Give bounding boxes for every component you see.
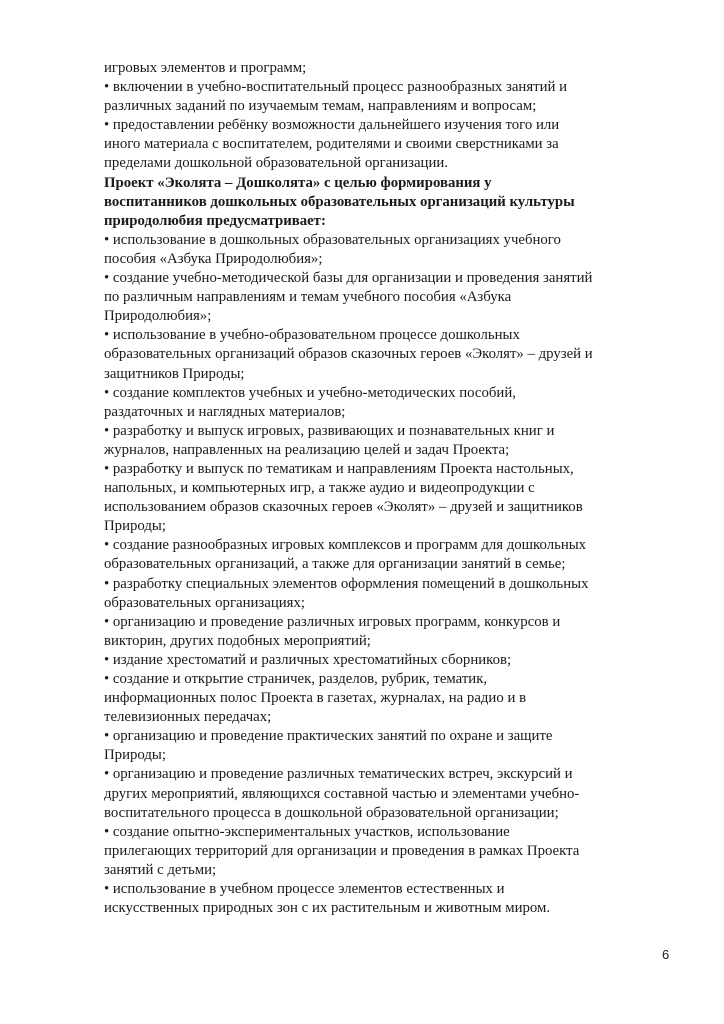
text-line: телевизионных передачах; <box>104 709 272 726</box>
text-line: • предоставлении ребёнку возможности дальнейшего изучения того или <box>104 117 560 134</box>
text-line: • включении в учебно-воспитательный процесс разнообразных занятий и <box>104 79 568 96</box>
text-line: пособия «Азбука Природолюбия»; <box>104 250 323 267</box>
text-line: • создание разнообразных игровых комплексов и программ для дошкольных <box>104 537 587 554</box>
text-line: • создание комплектов учебных и учебно-методических пособий, <box>104 384 516 401</box>
text-line: напольных, и компьютерных игр, а также аудио и видеопродукции с <box>104 480 535 497</box>
text-line: прилегающих территорий для организации и проведения в рамках Проекта <box>104 842 580 859</box>
document-body <box>104 59 684 918</box>
text-line: занятий с детьми; <box>104 861 217 878</box>
text-line: • издание хрестоматий и различных хрестоматийных сборников; <box>104 651 512 668</box>
text-line: искусственных природных зон с их растительным и животным миром. <box>104 900 551 917</box>
text-line: других мероприятий, являющихся составной частью и элементами учебно- <box>104 785 580 802</box>
section-heading-line: природолюбия предусматривает: <box>104 212 326 229</box>
section-heading-line: воспитанников дошкольных образовательных организаций культуры <box>104 193 575 210</box>
text-line: • использование в учебно-образовательном процессе дошкольных <box>104 327 520 344</box>
text-line: различных заданий по изучаемым темам, направлениям и вопросам; <box>104 98 537 115</box>
text-line: образовательных организаций, а также для организации занятий в семье; <box>104 556 566 573</box>
text-line: раздаточных и наглядных материалов; <box>104 403 346 420</box>
text-line: Природы; <box>104 747 166 764</box>
section-heading-line: Проект «Эколята – Дошколята» с целью формирования у <box>104 174 492 191</box>
text-line: Природолюбия»; <box>104 308 212 325</box>
text-line: пределами дошкольной образовательной организации. <box>104 155 449 172</box>
text-line: образовательных организациях; <box>104 594 305 611</box>
text-line: • использование в учебном процессе элементов естественных и <box>104 881 505 898</box>
text-line: Природы; <box>104 518 166 535</box>
text-line: • организацию и проведение различных тематических встреч, экскурсий и <box>104 766 573 783</box>
text-line: журналов, направленных на реализацию целей и задач Проекта; <box>104 441 510 458</box>
text-line: • использование в дошкольных образовательных организациях учебного <box>104 231 561 248</box>
text-line: • разработку и выпуск по тематикам и направлениям Проекта настольных, <box>104 460 574 477</box>
page-number: 6 <box>662 947 670 962</box>
text-line: • создание опытно-экспериментальных участков, использование <box>104 823 510 840</box>
text-line: защитников Природы; <box>104 365 245 382</box>
text-line: • создание и открытие страничек, разделов, рубрик, тематик, <box>104 671 488 687</box>
text-line: • создание учебно-методической базы для организации и проведения занятий <box>104 270 593 287</box>
text-line: использованием образов сказочных героев «Эколят» – друзей и защитников <box>104 499 583 516</box>
text-line: по различным направлениям и темам учебного пособия «Азбука <box>104 289 512 306</box>
text-line: игровых элементов и программ; <box>104 60 307 76</box>
text-line: образовательных организаций образов сказочных героев «Эколят» – друзей и <box>104 346 593 363</box>
text-line: • организацию и проведение практических занятий по охране и защите <box>104 728 553 745</box>
text-line: информационных полос Проекта в газетах, журналах, на радио и в <box>104 690 527 707</box>
text-line: • организацию и проведение различных игровых программ, конкурсов и <box>104 613 561 630</box>
text-line: • разработку и выпуск игровых, развивающих и познавательных книг и <box>104 422 555 439</box>
text-line: • разработку специальных элементов оформления помещений в дошкольных <box>104 575 589 592</box>
text-line: воспитательного процесса в дошкольной образовательной организации; <box>104 804 559 821</box>
text-line: викторин, других подобных мероприятий; <box>104 632 371 649</box>
text-line: иного материала с воспитателем, родителями и своими сверстниками за <box>104 136 559 153</box>
